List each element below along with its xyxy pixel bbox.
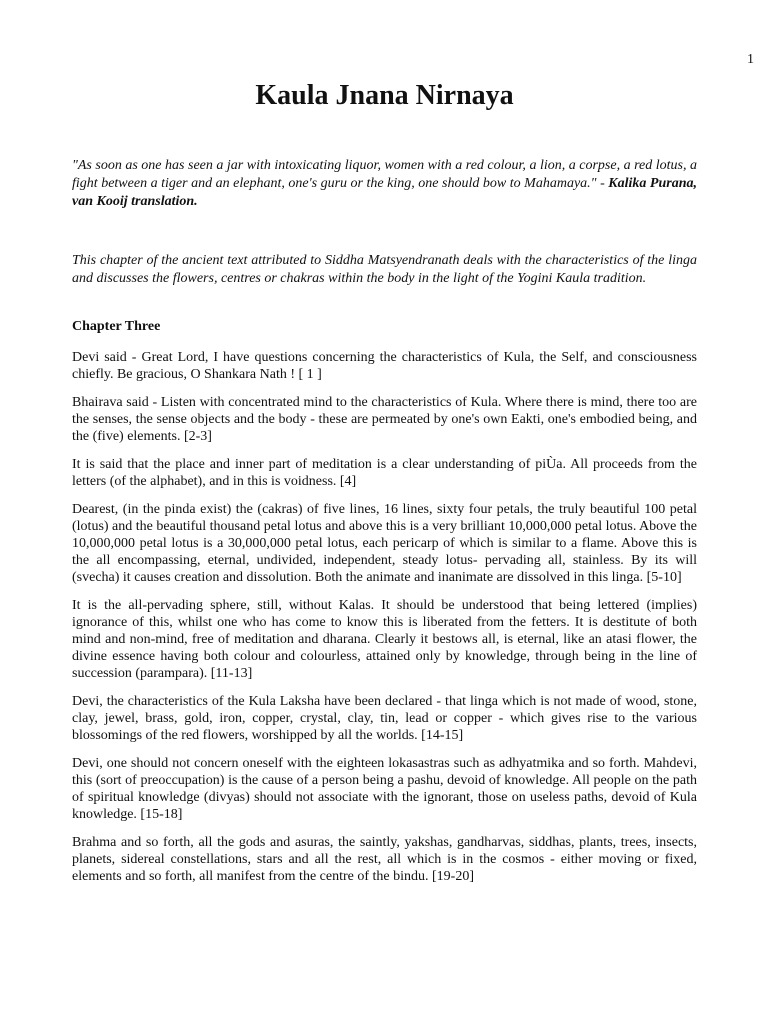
verse-paragraph: It is said that the place and inner part of meditation is a clear understanding of piÙa. All proceeds from the letters (of the alphabet), and in this is voidness. [4] bbox=[72, 457, 697, 489]
intro-paragraph: This chapter of the ancient text attributed to Siddha Matsyendranath deals with the characteristics of the linga and discusses the flowers, centres or chakras within the body in the light of the Yogini Kaula tradition. bbox=[72, 253, 697, 286]
verse-paragraph: Devi, one should not concern oneself with the eighteen lokasastras such as adhyatmika and so forth. Mahdevi, this (sort of preoccupation) is the cause of a person being a pashu, devoid of knowledge. All people on the path of spiritual knowledge (divyas) should not associate with the ignorant, those on useless paths, devoid of Kula knowledge. [15-18] bbox=[72, 756, 697, 822]
chapter-heading: Chapter Three bbox=[72, 319, 161, 334]
verse-paragraph: Devi, the characteristics of the Kula Laksha have been declared - that linga which is not made of wood, stone, clay, jewel, brass, gold, iron, copper, crystal, clay, tin, lead or copper - which gives rise to the various blossomings of the red flowers, worshipped by all the worlds. [14-15] bbox=[72, 694, 697, 743]
verse-paragraph: Dearest, (in the pinda exist) the (cakras) of five lines, 16 lines, sixty four petals, the truly beautiful 100 petal (lotus) and the beautiful thousand petal lotus and above this is a very brilliant 10,000,000 petal lotus. Above the 10,000,000 petal lotus is a 30,000,000 petal lotus, each pericarp of which is similar to a flame. Above this is the all encompassing, eternal, undivided, independent, steady lotus- pervading all, stainless. By its will (svecha) it causes creation and dissolution. Both the animate and inanimate are dissolved in this linga. [5-10] bbox=[72, 502, 697, 585]
epigraph-quote: "As soon as one has seen a jar with intoxicating liquor, women with a red colour, a lion, a corpse, a red lotus, a fight between a tiger and an elephant, one's guru or the king, one should bow to Mahamaya." - bbox=[72, 158, 697, 191]
verse-paragraph: Bhairava said - Listen with concentrated mind to the characteristics of Kula. Where there is mind, there too are the senses, the sense objects and the body - these are permeated by one's own Eakti, one's embodied being, and the (five) elements. [2-3] bbox=[72, 395, 697, 444]
page-number: 1 bbox=[747, 52, 754, 67]
epigraph bbox=[72, 157, 697, 211]
verse-paragraph: It is the all-pervading sphere, still, without Kalas. It should be understood that being lettered (implies) ignorance of this, whilst one who has come to know this is liberated from the fetters. It is destitute of both mind and non-mind, free of meditation and dharana. Clearly it bestows all, is eternal, like an atasi flower, the divine essence having both colour and colourless, attained only by knowledge, through being in the line of succession (parampara). [11-13] bbox=[72, 598, 697, 681]
verse-paragraph: Brahma and so forth, all the gods and asuras, the saintly, yakshas, gandharvas, siddhas, plants, trees, insects, planets, sidereal constellations, stars and all the rest, all which is in the cosmos - either moving or fixed, elements and so forth, all manifest from the centre of the bindu. [19-20] bbox=[72, 835, 697, 884]
epigraph-attribution: Kalika Purana, van Kooij translation. bbox=[72, 176, 697, 209]
page-title: Kaula Jnana Nirnaya bbox=[255, 80, 514, 111]
verse-paragraph: Devi said - Great Lord, I have questions concerning the characteristics of Kula, the Self, and consciousness chiefly. Be gracious, O Shankara Nath ! [ 1 ] bbox=[72, 350, 697, 382]
body-text bbox=[72, 349, 697, 896]
